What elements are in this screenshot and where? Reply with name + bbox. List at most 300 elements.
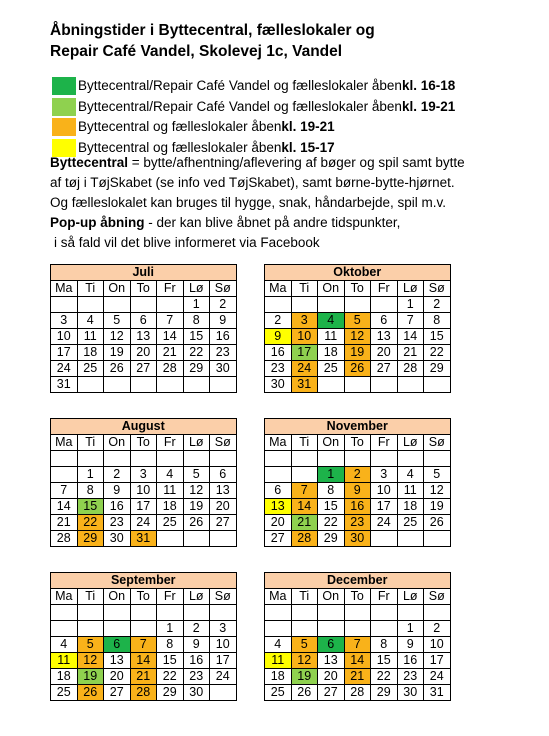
day-cell: 23	[397, 669, 424, 685]
month-name: November	[265, 419, 451, 435]
day-cell: 15	[318, 499, 345, 515]
day-cell: 11	[318, 329, 345, 345]
day-cell	[104, 451, 131, 467]
day-cell: 5	[183, 467, 210, 483]
day-cell: 21	[130, 669, 157, 685]
day-cell: 13	[371, 329, 398, 345]
day-cell: 24	[291, 361, 318, 377]
day-cell: 29	[318, 531, 345, 547]
day-cell: 23	[344, 515, 371, 531]
day-cell	[265, 297, 292, 313]
legend-time: kl. 19-21	[281, 119, 335, 134]
weekday-header: To	[344, 435, 371, 451]
day-cell: 24	[130, 515, 157, 531]
day-cell: 14	[397, 329, 424, 345]
day-cell: 27	[104, 685, 131, 701]
day-cell	[104, 377, 131, 393]
legend-swatch-dark-green	[52, 77, 76, 95]
info-line: Og fælleslokalet kan bruges til hygge, snak, håndarbejde, spil m.v.	[50, 195, 446, 210]
weekday-header: On	[104, 281, 131, 297]
week-row	[51, 605, 237, 621]
day-cell: 12	[104, 329, 131, 345]
day-cell: 10	[291, 329, 318, 345]
day-cell	[77, 297, 104, 313]
day-cell	[77, 621, 104, 637]
day-cell: 31	[424, 685, 451, 701]
day-cell: 19	[291, 669, 318, 685]
legend-swatch-orange	[52, 118, 76, 136]
day-cell	[130, 621, 157, 637]
day-cell: 27	[210, 515, 237, 531]
day-cell: 31	[130, 531, 157, 547]
day-cell: 10	[424, 637, 451, 653]
day-cell: 18	[265, 669, 292, 685]
week-row	[51, 483, 237, 499]
info-span: - der kan blive åbnet på andre tidspunkter,	[144, 215, 401, 230]
calendar-juli	[50, 264, 237, 393]
day-cell: 26	[183, 515, 210, 531]
day-cell: 6	[318, 637, 345, 653]
day-cell: 1	[183, 297, 210, 313]
day-cell: 8	[77, 483, 104, 499]
day-cell: 24	[371, 515, 398, 531]
week-row	[265, 483, 451, 499]
day-cell	[157, 297, 184, 313]
day-cell: 30	[265, 377, 292, 393]
week-row	[51, 515, 237, 531]
day-cell: 15	[77, 499, 104, 515]
day-cell: 7	[397, 313, 424, 329]
day-cell	[130, 451, 157, 467]
weekday-header: On	[318, 435, 345, 451]
day-cell: 10	[130, 483, 157, 499]
day-cell: 6	[371, 313, 398, 329]
day-cell	[77, 451, 104, 467]
day-cell	[265, 605, 292, 621]
day-cell	[424, 451, 451, 467]
day-cell: 8	[318, 483, 345, 499]
month-name: September	[51, 573, 237, 589]
day-cell	[291, 467, 318, 483]
day-cell: 22	[424, 345, 451, 361]
info-line	[50, 153, 530, 173]
day-cell	[183, 451, 210, 467]
day-cell	[183, 377, 210, 393]
day-cell: 23	[104, 515, 131, 531]
weekday-header: Lø	[397, 281, 424, 297]
week-row	[51, 467, 237, 483]
month-name: August	[51, 419, 237, 435]
day-cell	[51, 467, 78, 483]
day-cell: 21	[344, 669, 371, 685]
day-cell: 21	[157, 345, 184, 361]
day-cell: 14	[157, 329, 184, 345]
day-cell: 8	[371, 637, 398, 653]
day-cell	[291, 621, 318, 637]
weekday-header: Ma	[51, 589, 78, 605]
legend-time: kl. 19-21	[401, 98, 456, 114]
day-cell	[318, 605, 345, 621]
day-cell: 12	[77, 653, 104, 669]
weekday-header: To	[130, 281, 157, 297]
day-cell: 4	[51, 637, 78, 653]
day-cell: 5	[104, 313, 131, 329]
day-cell	[371, 451, 398, 467]
day-cell: 13	[104, 653, 131, 669]
day-cell	[51, 605, 78, 621]
day-cell: 5	[424, 467, 451, 483]
week-row	[51, 329, 237, 345]
info-line	[50, 213, 530, 233]
week-row	[265, 329, 451, 345]
day-cell: 4	[318, 313, 345, 329]
legend-row-dark-green	[52, 76, 455, 97]
weekday-header: Fr	[371, 589, 398, 605]
weekday-header: Sø	[210, 589, 237, 605]
day-cell	[397, 605, 424, 621]
day-cell: 3	[51, 313, 78, 329]
day-cell: 17	[51, 345, 78, 361]
day-cell: 23	[183, 669, 210, 685]
day-cell: 11	[77, 329, 104, 345]
day-cell: 10	[210, 637, 237, 653]
week-row	[265, 361, 451, 377]
day-cell: 19	[424, 499, 451, 515]
day-cell: 22	[77, 515, 104, 531]
day-cell: 11	[397, 483, 424, 499]
day-cell: 28	[51, 531, 78, 547]
day-cell: 26	[344, 361, 371, 377]
weekday-header: Fr	[157, 281, 184, 297]
day-cell	[318, 377, 345, 393]
day-cell: 29	[424, 361, 451, 377]
weekday-header: Lø	[397, 589, 424, 605]
weekday-header: Ti	[77, 435, 104, 451]
day-cell: 9	[104, 483, 131, 499]
day-cell: 3	[130, 467, 157, 483]
day-cell: 4	[397, 467, 424, 483]
day-cell: 16	[104, 499, 131, 515]
info-text	[50, 153, 530, 253]
day-cell: 4	[77, 313, 104, 329]
day-cell: 4	[157, 467, 184, 483]
weekday-header: Ti	[77, 281, 104, 297]
day-cell: 30	[344, 531, 371, 547]
day-cell	[51, 451, 78, 467]
day-cell: 26	[291, 685, 318, 701]
day-cell	[51, 621, 78, 637]
day-cell: 21	[397, 345, 424, 361]
day-cell	[424, 531, 451, 547]
day-cell: 22	[371, 669, 398, 685]
day-cell: 31	[51, 377, 78, 393]
weekday-header: Ma	[265, 589, 292, 605]
day-cell: 15	[183, 329, 210, 345]
day-cell	[397, 377, 424, 393]
day-cell	[371, 377, 398, 393]
day-cell: 24	[210, 669, 237, 685]
color-legend	[52, 76, 455, 158]
day-cell: 21	[291, 515, 318, 531]
weekday-header: Fr	[371, 435, 398, 451]
day-cell: 15	[371, 653, 398, 669]
day-cell: 18	[51, 669, 78, 685]
day-cell: 1	[397, 297, 424, 313]
weekday-header: Fr	[157, 589, 184, 605]
day-cell: 21	[51, 515, 78, 531]
weekday-header: On	[104, 589, 131, 605]
day-cell: 2	[210, 297, 237, 313]
week-row	[265, 531, 451, 547]
week-row	[51, 361, 237, 377]
weekday-header: Fr	[157, 435, 184, 451]
day-cell: 1	[77, 467, 104, 483]
day-cell	[371, 621, 398, 637]
day-cell: 2	[104, 467, 131, 483]
info-line: i så fald vil det blive informeret via Facebook	[54, 235, 320, 250]
page-title	[50, 20, 375, 62]
month-name: Juli	[51, 265, 237, 281]
week-row	[51, 685, 237, 701]
weekday-header: On	[104, 435, 131, 451]
info-span: = bytte/afhentning/aflevering af bøger og spil samt bytte	[128, 155, 465, 170]
calendar-august	[50, 418, 237, 547]
legend-text: Byttecentral og fælleslokaler åben	[78, 119, 282, 134]
day-cell: 25	[397, 515, 424, 531]
day-cell: 27	[318, 685, 345, 701]
day-cell: 17	[130, 499, 157, 515]
day-cell: 3	[291, 313, 318, 329]
day-cell: 4	[265, 637, 292, 653]
day-cell: 1	[157, 621, 184, 637]
day-cell: 12	[291, 653, 318, 669]
day-cell	[344, 621, 371, 637]
day-cell: 27	[130, 361, 157, 377]
day-cell: 20	[104, 669, 131, 685]
day-cell: 16	[397, 653, 424, 669]
day-cell: 25	[77, 361, 104, 377]
day-cell: 27	[371, 361, 398, 377]
day-cell: 25	[157, 515, 184, 531]
day-cell: 17	[291, 345, 318, 361]
day-cell: 20	[265, 515, 292, 531]
day-cell	[77, 377, 104, 393]
day-cell: 5	[291, 637, 318, 653]
calendar-november	[264, 418, 451, 547]
weekday-header: To	[130, 435, 157, 451]
day-cell: 22	[183, 345, 210, 361]
day-cell: 6	[210, 467, 237, 483]
day-cell: 30	[183, 685, 210, 701]
week-row	[51, 531, 237, 547]
weekday-header: Sø	[424, 435, 451, 451]
day-cell: 14	[51, 499, 78, 515]
day-cell: 29	[371, 685, 398, 701]
month-name: December	[265, 573, 451, 589]
day-cell	[291, 451, 318, 467]
week-row	[265, 377, 451, 393]
weekday-header: Ti	[291, 281, 318, 297]
weekday-header: Ma	[51, 281, 78, 297]
day-cell: 9	[397, 637, 424, 653]
weekday-header: On	[318, 589, 345, 605]
week-row	[265, 605, 451, 621]
week-row	[51, 621, 237, 637]
day-cell	[157, 605, 184, 621]
day-cell: 10	[371, 483, 398, 499]
day-cell: 17	[371, 499, 398, 515]
day-cell: 1	[397, 621, 424, 637]
week-row	[265, 515, 451, 531]
info-line: af tøj i TøjSkabet (se info ved TøjSkabet), samt børne-bytte-hjørnet.	[50, 175, 455, 190]
calendar-december	[264, 572, 451, 701]
week-row	[51, 669, 237, 685]
day-cell	[183, 531, 210, 547]
weekday-header: To	[130, 589, 157, 605]
day-cell	[397, 531, 424, 547]
day-cell: 27	[265, 531, 292, 547]
day-cell	[183, 605, 210, 621]
week-row	[51, 297, 237, 313]
day-cell: 14	[130, 653, 157, 669]
day-cell: 2	[183, 621, 210, 637]
day-cell: 6	[130, 313, 157, 329]
day-cell: 28	[157, 361, 184, 377]
day-cell: 19	[344, 345, 371, 361]
day-cell: 14	[344, 653, 371, 669]
day-cell: 9	[210, 313, 237, 329]
day-cell	[77, 605, 104, 621]
day-cell	[371, 297, 398, 313]
day-cell: 15	[157, 653, 184, 669]
day-cell: 20	[318, 669, 345, 685]
day-cell: 7	[157, 313, 184, 329]
day-cell: 20	[210, 499, 237, 515]
day-cell	[397, 451, 424, 467]
weekday-header: Ma	[265, 281, 292, 297]
day-cell	[371, 531, 398, 547]
day-cell: 9	[265, 329, 292, 345]
day-cell: 20	[371, 345, 398, 361]
weekday-header: Sø	[424, 281, 451, 297]
day-cell	[157, 377, 184, 393]
day-cell: 3	[371, 467, 398, 483]
day-cell: 13	[210, 483, 237, 499]
day-cell: 18	[77, 345, 104, 361]
day-cell: 28	[397, 361, 424, 377]
day-cell: 8	[157, 637, 184, 653]
day-cell	[104, 605, 131, 621]
legend-time: kl. 15-17	[281, 139, 335, 155]
weekday-header: Ma	[51, 435, 78, 451]
day-cell: 29	[77, 531, 104, 547]
week-row	[265, 297, 451, 313]
day-cell: 23	[210, 345, 237, 361]
day-cell	[210, 531, 237, 547]
day-cell	[210, 377, 237, 393]
day-cell: 19	[183, 499, 210, 515]
day-cell	[51, 297, 78, 313]
day-cell: 2	[344, 467, 371, 483]
day-cell: 26	[424, 515, 451, 531]
week-row	[265, 345, 451, 361]
day-cell	[104, 621, 131, 637]
day-cell: 22	[318, 515, 345, 531]
week-row	[265, 669, 451, 685]
weekday-header: Fr	[371, 281, 398, 297]
day-cell: 12	[424, 483, 451, 499]
day-cell	[318, 297, 345, 313]
day-cell: 16	[183, 653, 210, 669]
week-row	[265, 621, 451, 637]
day-cell: 6	[265, 483, 292, 499]
day-cell	[344, 451, 371, 467]
day-cell: 12	[183, 483, 210, 499]
day-cell: 26	[77, 685, 104, 701]
week-row	[265, 653, 451, 669]
day-cell: 24	[51, 361, 78, 377]
day-cell: 28	[344, 685, 371, 701]
day-cell: 28	[130, 685, 157, 701]
day-cell: 31	[291, 377, 318, 393]
legend-row-light-green	[52, 97, 455, 118]
weekday-header: Ti	[291, 435, 318, 451]
day-cell: 25	[318, 361, 345, 377]
weekday-header: Lø	[183, 435, 210, 451]
day-cell: 16	[344, 499, 371, 515]
day-cell: 11	[157, 483, 184, 499]
weekday-header: Ti	[77, 589, 104, 605]
day-cell	[130, 605, 157, 621]
week-row	[51, 653, 237, 669]
byttecentral-label: Byttecentral	[50, 155, 129, 170]
day-cell: 13	[318, 653, 345, 669]
title-line-1: Åbningstider i Byttecentral, fælleslokaler og	[50, 22, 375, 39]
day-cell: 13	[130, 329, 157, 345]
weekday-header: Ma	[265, 435, 292, 451]
day-cell	[344, 605, 371, 621]
day-cell	[265, 621, 292, 637]
week-row	[51, 637, 237, 653]
day-cell: 20	[130, 345, 157, 361]
day-cell: 22	[157, 669, 184, 685]
day-cell: 29	[157, 685, 184, 701]
legend-text: Byttecentral og fælleslokaler åben	[78, 139, 282, 155]
day-cell: 17	[210, 653, 237, 669]
day-cell: 28	[291, 531, 318, 547]
day-cell: 30	[104, 531, 131, 547]
day-cell: 7	[130, 637, 157, 653]
day-cell: 9	[344, 483, 371, 499]
weekday-header: Lø	[183, 589, 210, 605]
day-cell: 2	[424, 297, 451, 313]
day-cell: 5	[344, 313, 371, 329]
day-cell: 30	[397, 685, 424, 701]
day-cell	[157, 531, 184, 547]
week-row	[265, 451, 451, 467]
day-cell	[265, 451, 292, 467]
day-cell: 7	[51, 483, 78, 499]
day-cell: 25	[51, 685, 78, 701]
day-cell: 15	[424, 329, 451, 345]
week-row	[51, 313, 237, 329]
day-cell: 2	[265, 313, 292, 329]
week-row	[51, 345, 237, 361]
weekday-header: On	[318, 281, 345, 297]
day-cell	[344, 297, 371, 313]
day-cell	[157, 451, 184, 467]
weekday-header: To	[344, 589, 371, 605]
